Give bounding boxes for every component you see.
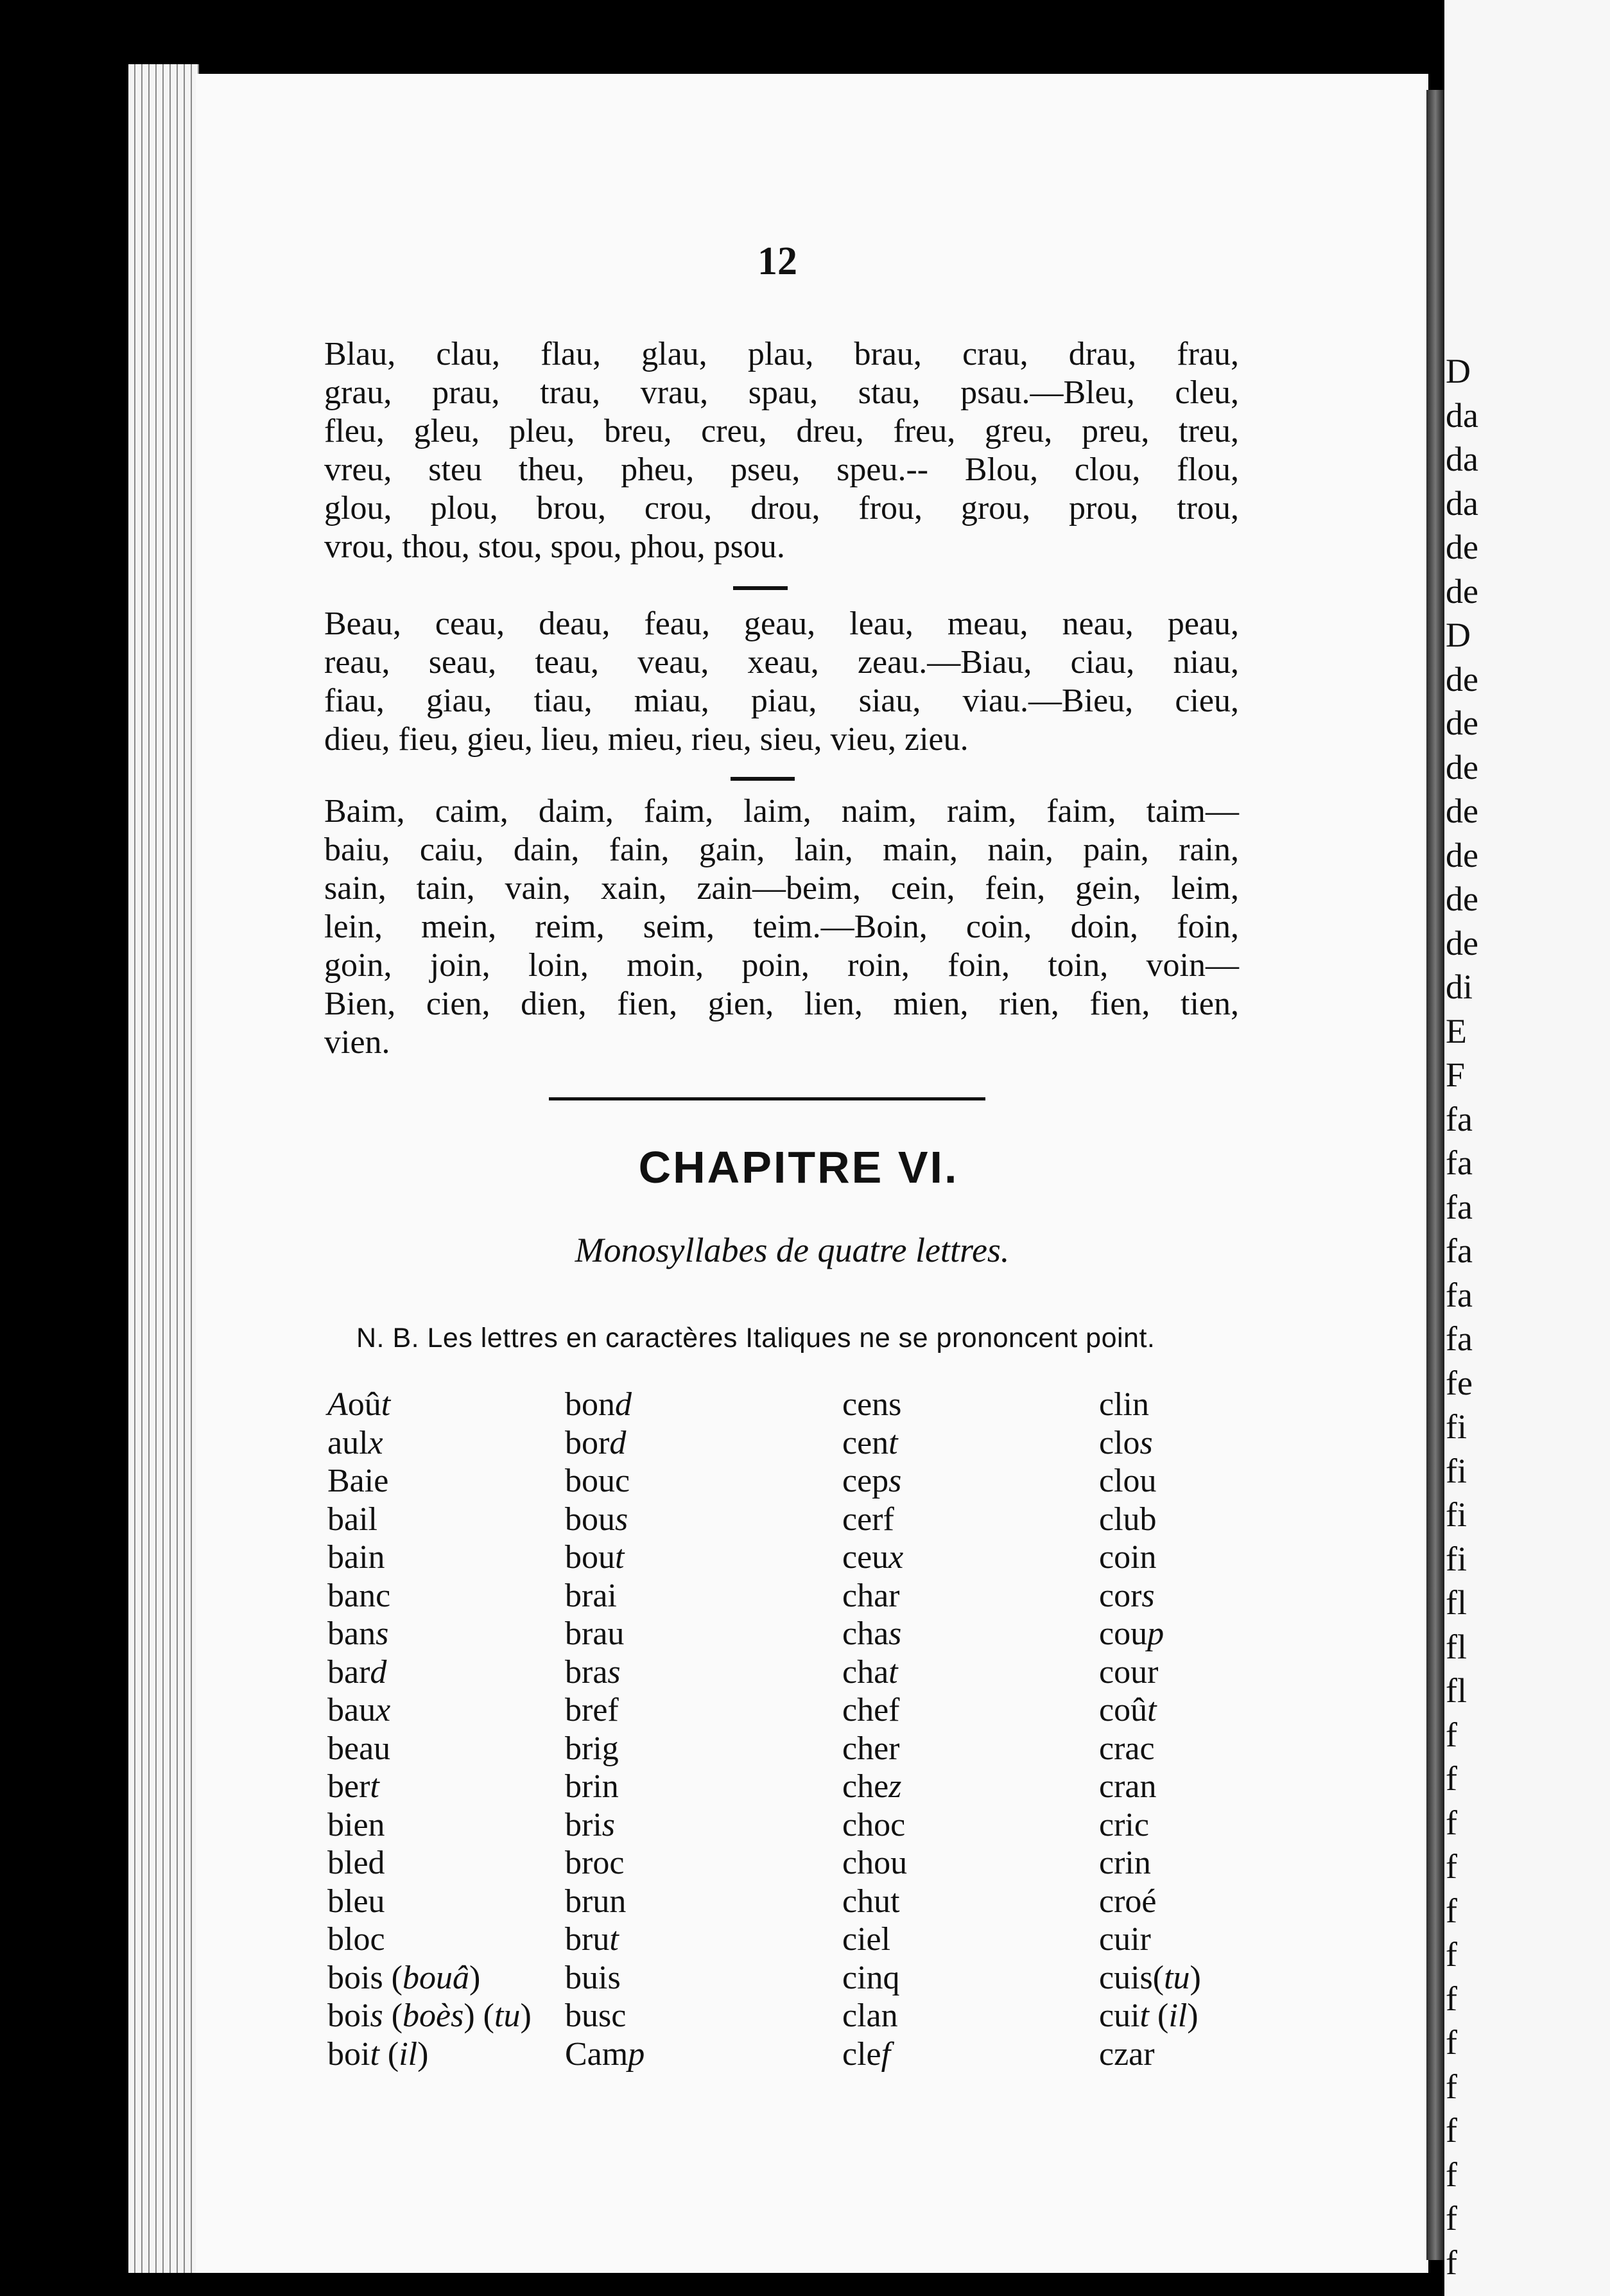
nota-bene: N. B. Les lettres en caractères Italiques ne se prononcent point.	[356, 1323, 1156, 1353]
next-page-fragment: fa	[1446, 1144, 1473, 1182]
next-page-fragment: de	[1446, 571, 1478, 611]
word-entry	[565, 1844, 645, 1883]
word-part: bou	[565, 1539, 615, 1576]
word-part: chef	[842, 1692, 900, 1728]
word-part: bien	[327, 1806, 385, 1843]
word-entry	[327, 1500, 532, 1539]
word-entry	[842, 1959, 907, 1997]
word-entry	[565, 1691, 645, 1730]
word-part: cens	[842, 1386, 902, 1423]
word-part: coin	[1099, 1539, 1157, 1576]
word-part: che	[842, 1768, 889, 1805]
word-part: ciel	[842, 1921, 891, 1958]
next-page-fragment: D	[1446, 352, 1471, 390]
paragraph-line: Bien, cien, dien, fien, gien, lien, mien, rien, fien, tien,	[324, 986, 1239, 1022]
word-part: bouc	[565, 1463, 630, 1499]
next-page-fragment: fi	[1446, 1451, 1467, 1490]
word-part: boi	[327, 1997, 370, 2034]
word-column-1	[327, 1386, 532, 2073]
word-part: beau	[327, 1730, 391, 1767]
word-entry	[565, 2035, 645, 2074]
word-part: croé	[1099, 1883, 1157, 1920]
word-part: )	[469, 1959, 481, 1996]
word-part: bru	[565, 1921, 610, 1958]
word-entry	[327, 1997, 532, 2035]
word-part: brun	[565, 1883, 627, 1920]
paragraph-line: dieu, fieu, gieu, lieu, mieu, rieu, sieu, vieu, zieu.	[324, 721, 969, 758]
word-part: clo	[1099, 1424, 1140, 1461]
word-part: banc	[327, 1577, 391, 1614]
paragraph-line: grau, prau, trau, vrau, spau, stau, psau.—Bleu, cleu,	[324, 374, 1239, 411]
word-part: cor	[1099, 1577, 1142, 1614]
word-part: bois (	[327, 1959, 402, 1996]
word-entry	[565, 1920, 645, 1959]
word-part: cuis(	[1099, 1959, 1164, 1996]
word-part: bou	[565, 1500, 615, 1538]
word-part: cle	[842, 2035, 881, 2073]
word-part: )	[520, 1997, 532, 2034]
silent-letters: s	[376, 1615, 389, 1652]
silent-letters: s	[888, 1463, 902, 1499]
word-part: brau	[565, 1615, 625, 1652]
next-page-fragment: f	[1446, 2155, 1457, 2194]
paragraph-line: vrou, thou, stou, spou, phou, psou.	[324, 528, 785, 565]
next-page-fragment: de	[1446, 792, 1478, 830]
word-entry	[327, 1768, 532, 1806]
word-part: bain	[327, 1539, 385, 1576]
word-entry	[1099, 1844, 1201, 1883]
word-part: bref	[565, 1692, 619, 1728]
paragraph-line: sain, tain, vain, xain, zain—beim, cein, fein, gein, leim,	[324, 870, 1239, 907]
paragraph-eau-iau-ieu	[324, 605, 1239, 759]
paragraph-line: Beau, ceau, deau, feau, geau, leau, meau, neau, peau,	[324, 605, 1239, 642]
next-page-fragment: fa	[1446, 1099, 1473, 1138]
word-part: cha	[842, 1615, 889, 1652]
next-page-fragment: de	[1446, 747, 1478, 787]
silent-letters: s	[615, 1500, 628, 1538]
word-part: coû	[1099, 1692, 1148, 1728]
silent-letters: s	[1139, 1424, 1153, 1461]
silent-letters: bouâ	[402, 1959, 469, 1996]
silent-letters: s	[888, 1615, 902, 1652]
paragraph-line: vien.	[324, 1024, 390, 1061]
word-part: ban	[327, 1615, 376, 1652]
word-entry	[327, 1691, 532, 1730]
word-part: bleu	[327, 1883, 385, 1920]
word-part: boi	[327, 2035, 370, 2073]
next-page-fragment: f	[1446, 2243, 1457, 2282]
chapter-title: CHAPITRE VI.	[638, 1142, 959, 1192]
silent-letters: t	[1139, 1997, 1149, 2034]
chapter-rule	[549, 1097, 985, 1100]
word-entry	[842, 1768, 907, 1806]
silent-letters: s	[607, 1653, 621, 1691]
silent-letters: p	[1147, 1615, 1164, 1652]
next-page-fragment: da	[1446, 440, 1478, 478]
silent-letters: s	[370, 1997, 383, 2034]
word-entry	[1099, 1883, 1201, 1921]
word-entry	[1099, 1462, 1201, 1500]
next-page-fragment: D	[1446, 616, 1471, 654]
page-number: 12	[757, 239, 797, 283]
word-entry	[842, 1806, 907, 1845]
chapter-heading	[0, 1142, 1610, 1193]
separator-rule	[733, 586, 788, 590]
word-entry	[1099, 1615, 1201, 1653]
silent-letters: d	[609, 1424, 627, 1461]
word-entry	[327, 1920, 532, 1959]
silent-letters: boès	[402, 1997, 464, 2034]
word-part: clan	[842, 1997, 898, 2034]
next-page-fragment: E	[1446, 1011, 1467, 1050]
next-page-fragment: de	[1446, 835, 1478, 874]
next-page-fragment: de	[1446, 659, 1478, 699]
word-entry	[842, 1730, 907, 1768]
next-page-fragment: f	[1446, 1979, 1457, 2018]
word-part: bon	[565, 1386, 615, 1423]
word-part: chut	[842, 1883, 900, 1920]
silent-letters: tu	[1164, 1959, 1190, 1996]
next-page-fragment: fa	[1446, 1275, 1473, 1314]
word-part: cran	[1099, 1768, 1157, 1805]
word-entry	[1099, 1538, 1201, 1577]
word-part: bra	[565, 1653, 608, 1691]
word-entry	[842, 1424, 907, 1463]
silent-letters: t	[888, 1653, 898, 1691]
next-page-fragment: f	[1446, 1759, 1457, 1798]
word-entry	[565, 1538, 645, 1577]
next-page-fragment: de	[1446, 528, 1478, 566]
silent-letters: t	[370, 2035, 379, 2073]
word-entry	[565, 1615, 645, 1653]
word-part: )	[1187, 1997, 1199, 2034]
separator-rule	[731, 777, 795, 781]
word-part: char	[842, 1577, 900, 1614]
paragraph-line: baiu, caiu, dain, fain, gain, lain, main, nain, pain, rain,	[324, 831, 1239, 868]
word-part: cui	[1099, 1997, 1140, 2034]
word-part: club	[1099, 1500, 1157, 1538]
next-page-fragment: de	[1446, 923, 1478, 962]
next-page-fragment: F	[1446, 1056, 1466, 1094]
word-entry	[565, 1997, 645, 2035]
word-column-2	[565, 1386, 645, 2073]
next-page-fragment: fe	[1446, 1363, 1473, 1402]
paragraph-line: fiau, giau, tiau, miau, piau, siau, viau.—Bieu, cieu,	[324, 683, 1239, 719]
word-entry	[327, 2035, 532, 2074]
silent-letters: x	[376, 1692, 391, 1728]
word-part: cric	[1099, 1806, 1149, 1843]
silent-letters: t	[888, 1424, 898, 1461]
word-part: clou	[1099, 1463, 1157, 1499]
silent-letters: il	[399, 2035, 418, 2073]
word-entry	[327, 1577, 532, 1615]
silent-letters: il	[1168, 1997, 1188, 2034]
word-part: crac	[1099, 1730, 1155, 1767]
paragraph-au-eu-ou	[324, 335, 1239, 566]
word-entry	[842, 1462, 907, 1500]
word-part: )	[1190, 1959, 1201, 1996]
word-entry	[842, 1883, 907, 1921]
word-part: cinq	[842, 1959, 900, 1996]
word-part: cour	[1099, 1653, 1159, 1691]
word-part: chou	[842, 1845, 908, 1881]
word-part: brai	[565, 1577, 617, 1614]
word-entry	[565, 1959, 645, 1997]
word-entry	[327, 1730, 532, 1768]
word-part: cen	[842, 1424, 889, 1461]
word-entry	[1099, 2035, 1201, 2074]
word-entry	[565, 1730, 645, 1768]
word-entry	[842, 2035, 907, 2074]
word-entry	[565, 1500, 645, 1539]
word-entry	[565, 1386, 645, 1424]
next-page-fragment: f	[1446, 2023, 1457, 2062]
word-part: cerf	[842, 1500, 894, 1538]
word-part: cuir	[1099, 1921, 1151, 1958]
paragraph-line: lein, mein, reim, seim, teim.—Boin, coin, doin, foin,	[324, 909, 1239, 945]
word-part: bloc	[327, 1921, 385, 1958]
paragraph-line: fleu, gleu, pleu, breu, creu, dreu, freu, greu, preu, treu,	[324, 413, 1239, 449]
word-part: bau	[327, 1692, 376, 1728]
next-page-fragment: fl	[1446, 1583, 1467, 1622]
silent-letters: x	[368, 1424, 383, 1461]
word-entry	[327, 1883, 532, 1921]
silent-letters: s	[1141, 1577, 1155, 1614]
word-entry	[1099, 1386, 1201, 1424]
next-page-fragment: f	[1446, 2199, 1457, 2238]
silent-letters: t	[370, 1768, 379, 1805]
silent-letters: t	[615, 1539, 625, 1576]
silent-letters: A	[327, 1386, 348, 1423]
word-entry	[565, 1462, 645, 1500]
word-part: ceu	[842, 1539, 889, 1576]
word-part: clin	[1099, 1386, 1149, 1423]
word-entry	[565, 1883, 645, 1921]
word-part: (	[383, 1997, 403, 2034]
word-entry	[842, 1538, 907, 1577]
word-part: Baie	[327, 1463, 389, 1499]
next-page-fragment: fa	[1446, 1187, 1473, 1226]
next-page-fragment: fi	[1446, 1539, 1467, 1578]
paragraph-line: Baim, caim, daim, faim, laim, naim, raim, faim, taim—	[324, 793, 1239, 830]
word-part: cep	[842, 1463, 889, 1499]
silent-letters: d	[370, 1653, 387, 1691]
silent-letters: s	[602, 1806, 616, 1843]
word-part: bri	[565, 1806, 602, 1843]
silent-letters: z	[888, 1768, 902, 1805]
word-entry	[327, 1538, 532, 1577]
next-page-fragment: fl	[1446, 1627, 1467, 1666]
word-entry	[1099, 1577, 1201, 1615]
chapter-subtitle-line	[0, 1230, 1610, 1270]
word-column-4	[1099, 1386, 1201, 2073]
word-entry	[842, 1386, 907, 1424]
word-entry	[842, 1653, 907, 1692]
next-page-fragment: fi	[1446, 1495, 1467, 1534]
next-page-fragment: f	[1446, 1891, 1457, 1930]
word-part: cher	[842, 1730, 900, 1767]
word-entry	[327, 1959, 532, 1997]
next-page-fragment: f	[1446, 2067, 1457, 2106]
word-part: crin	[1099, 1845, 1151, 1881]
word-part: oû	[347, 1386, 381, 1423]
silent-letters: tu	[494, 1997, 521, 2034]
silent-letters: t	[381, 1386, 391, 1423]
word-entry	[842, 1691, 907, 1730]
word-entry	[1099, 1691, 1201, 1730]
word-entry	[565, 1577, 645, 1615]
chapter-subtitle: Monosyllabes de quatre lettres.	[575, 1231, 1010, 1269]
next-page-fragment: f	[1446, 1715, 1457, 1754]
paragraph-line: goin, join, loin, moin, poin, roin, foin, toin, voin—	[324, 947, 1239, 984]
word-part: brin	[565, 1768, 619, 1805]
word-entry	[327, 1386, 532, 1424]
word-entry	[565, 1768, 645, 1806]
word-entry	[1099, 1653, 1201, 1692]
paragraph-line: vreu, steu theu, pheu, pseu, speu.-- Blou, clou, flou,	[324, 451, 1239, 488]
word-entry	[565, 1653, 645, 1692]
silent-letters: f	[881, 2035, 891, 2073]
word-entry	[327, 1844, 532, 1883]
word-entry	[327, 1424, 532, 1463]
word-part: bail	[327, 1500, 377, 1538]
word-entry	[842, 1500, 907, 1539]
word-entry	[1099, 1806, 1201, 1845]
word-part: brig	[565, 1730, 619, 1767]
next-page-fragment: f	[1446, 1847, 1457, 1886]
word-part: cha	[842, 1653, 889, 1691]
word-part: aul	[327, 1424, 368, 1461]
word-part: bar	[327, 1653, 370, 1691]
next-page-fragment: fa	[1446, 1319, 1473, 1358]
word-part: buis	[565, 1959, 621, 1996]
word-entry	[327, 1615, 532, 1653]
word-entry	[842, 1997, 907, 2035]
next-page-fragment: fa	[1446, 1231, 1473, 1270]
word-part: (	[379, 2035, 399, 2073]
word-part: bled	[327, 1845, 385, 1881]
next-page-fragment: da	[1446, 396, 1478, 435]
word-part: ) (	[463, 1997, 494, 2034]
silent-letters: d	[615, 1386, 632, 1423]
word-entry	[842, 1920, 907, 1959]
word-column-3	[842, 1386, 907, 2073]
next-page-fragment: di	[1446, 968, 1473, 1006]
word-part: cou	[1099, 1615, 1148, 1652]
word-entry	[842, 1844, 907, 1883]
silent-letters: t	[1147, 1692, 1157, 1728]
silent-letters: t	[609, 1921, 619, 1958]
word-part: Cam	[565, 2035, 628, 2073]
paragraph-line: glou, plou, brou, crou, drou, frou, grou, prou, trou,	[324, 490, 1239, 526]
silent-letters: x	[888, 1539, 904, 1576]
next-page-fragment: de	[1446, 880, 1478, 918]
silent-letters: p	[628, 2035, 645, 2073]
paragraph-aim-ain-oin-ien	[324, 792, 1239, 1062]
word-part: busc	[565, 1997, 627, 2034]
word-entry	[327, 1806, 532, 1845]
next-page-fragment: da	[1446, 483, 1478, 523]
paragraph-line: Blau, clau, flau, glau, plau, brau, crau, drau, frau,	[324, 336, 1239, 372]
word-entry	[842, 1577, 907, 1615]
next-page-fragment: fl	[1446, 1671, 1467, 1710]
word-part: czar	[1099, 2035, 1155, 2073]
word-entry	[1099, 1997, 1201, 2035]
word-entry	[1099, 1730, 1201, 1768]
word-entry	[1099, 1768, 1201, 1806]
word-part: (	[1148, 1997, 1169, 2034]
next-page-fragment: de	[1446, 704, 1478, 742]
word-entry	[1099, 1500, 1201, 1539]
next-page-fragment: fi	[1446, 1407, 1467, 1446]
next-page-fragment: f	[1446, 1803, 1457, 1842]
word-entry	[327, 1462, 532, 1500]
word-entry	[565, 1424, 645, 1463]
word-part: )	[417, 2035, 429, 2073]
word-entry	[1099, 1959, 1201, 1997]
word-entry	[327, 1653, 532, 1692]
next-page-fragment: f	[1446, 2111, 1457, 2150]
paragraph-line: reau, seau, teau, veau, xeau, zeau.—Biau, ciau, niau,	[324, 644, 1239, 681]
word-part: ber	[327, 1768, 370, 1805]
word-entry	[565, 1806, 645, 1845]
word-entry	[1099, 1424, 1201, 1463]
word-part: bor	[565, 1424, 610, 1461]
word-entry	[1099, 1920, 1201, 1959]
word-part: broc	[565, 1845, 625, 1881]
word-part: choc	[842, 1806, 906, 1843]
next-page-fragment: f	[1446, 1935, 1457, 1974]
word-entry	[842, 1615, 907, 1653]
